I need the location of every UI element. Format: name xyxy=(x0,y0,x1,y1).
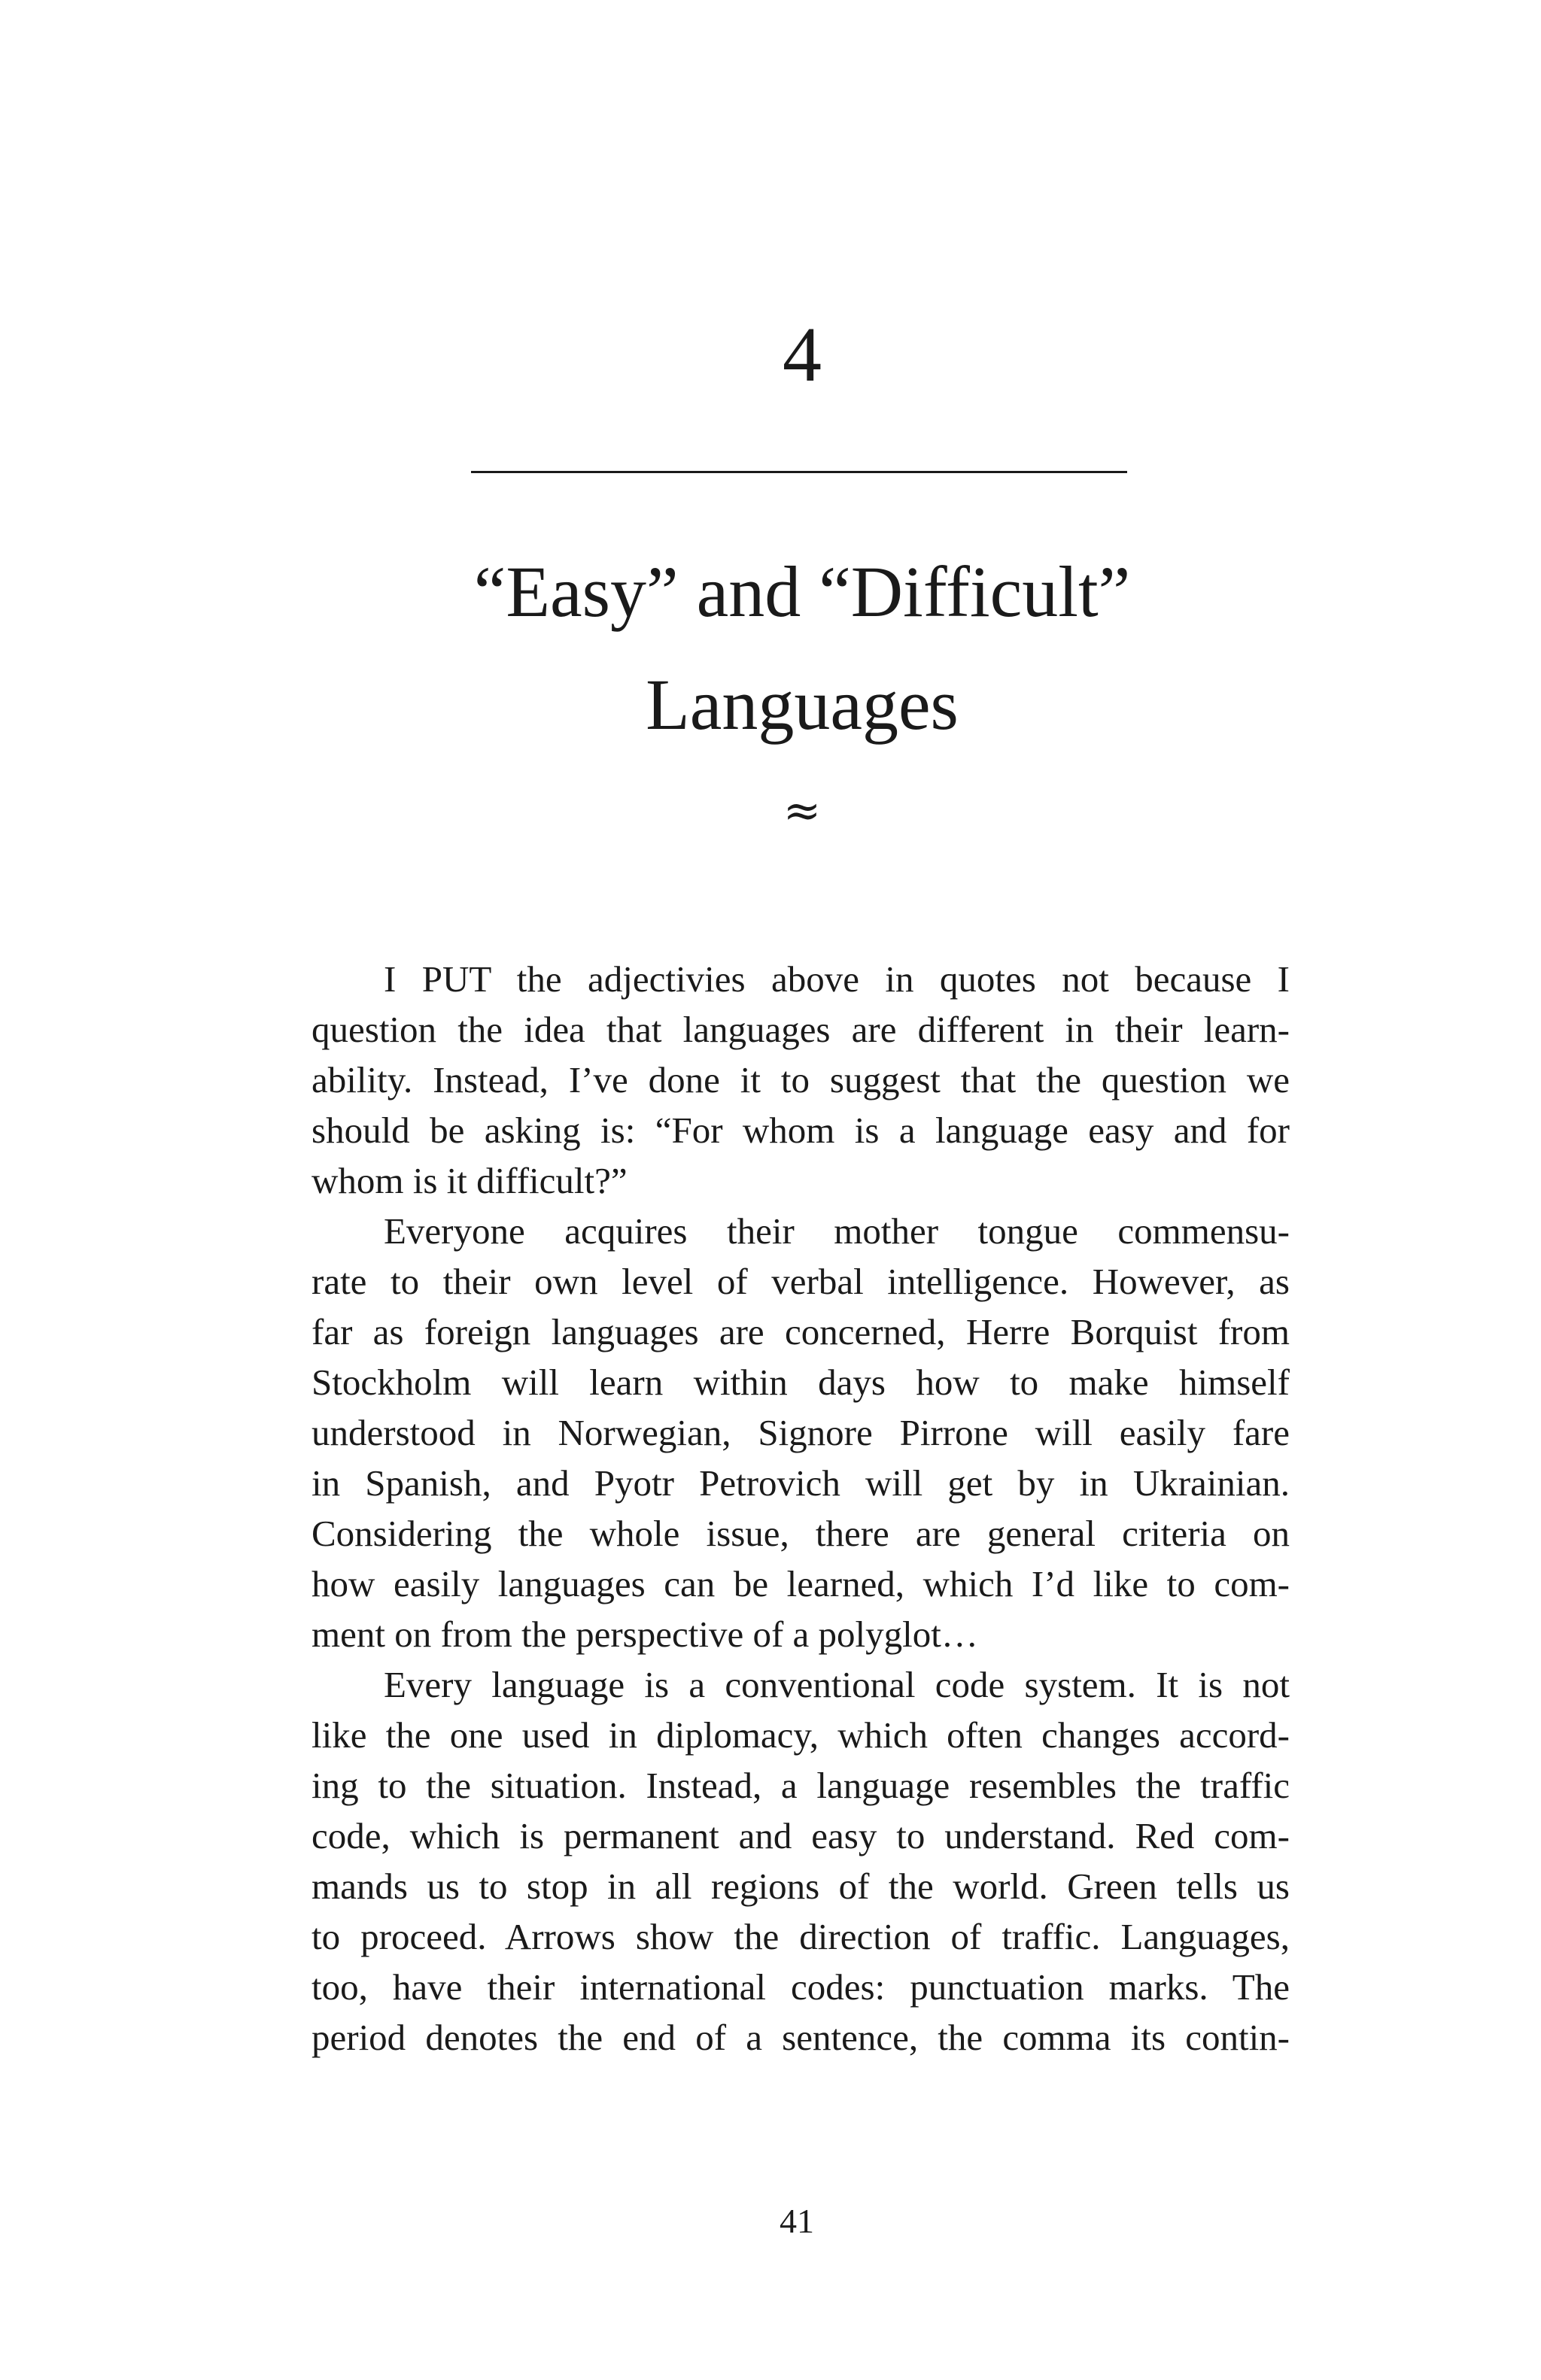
body-text xyxy=(312,954,1290,2063)
text-line: rate to their own level of verbal intelligence. However, as xyxy=(312,1261,1290,1302)
text-line: far as foreign languages are concerned, Herre Borquist from xyxy=(312,1311,1290,1352)
text-line: ability. Instead, I’ve done it to suggest that the question we xyxy=(312,1059,1290,1100)
text-line: code, which is permanent and easy to understand. Red com- xyxy=(312,1815,1290,1856)
text-line: I PUT the adjectivies above in quotes not because I xyxy=(384,958,1290,1000)
text-line: Stockholm will learn within days how to make himself xyxy=(312,1362,1290,1403)
text-line: Every language is a conventional code system. It is not xyxy=(384,1664,1290,1705)
text-line: period denotes the end of a sentence, the comma its contin- xyxy=(312,2017,1290,2058)
text-line: how easily languages can be learned, which I’d like to com- xyxy=(312,1563,1290,1604)
text-line: understood in Norwegian, Signore Pirrone will easily fare xyxy=(312,1412,1290,1453)
text-line: to proceed. Arrows show the direction of traffic. Languages, xyxy=(312,1916,1290,1957)
chapter-title-line-1: “Easy” and “Difficult” xyxy=(473,551,1131,632)
chapter-number: 4 xyxy=(783,311,822,398)
text-line: should be asking is: “For whom is a language easy and for xyxy=(312,1110,1290,1151)
text-line: too, have their international codes: punctuation marks. The xyxy=(312,1966,1290,2008)
chapter-title-line-2: Languages xyxy=(646,664,959,745)
text-line: Considering the whole issue, there are general criteria on xyxy=(312,1513,1290,1554)
page-number: 41 xyxy=(780,2202,814,2240)
section-ornament: ≈ xyxy=(783,785,822,837)
text-line: mands us to stop in all regions of the world. Green tells us xyxy=(312,1865,1290,1907)
text-line: ing to the situation. Instead, a language resembles the traffic xyxy=(312,1765,1290,1806)
text-line: in Spanish, and Pyotr Petrovich will get by in Ukrainian. xyxy=(312,1462,1290,1504)
text-line: ment on from the perspective of a polyglot… xyxy=(312,1613,978,1655)
text-line: whom is it difficult?” xyxy=(312,1160,628,1201)
text-line: Everyone acquires their mother tongue commensu- xyxy=(384,1210,1290,1252)
text-line: like the one used in diplomacy, which often changes accord- xyxy=(312,1714,1290,1756)
chapter-rule xyxy=(471,471,1127,473)
chapter-title xyxy=(421,536,1183,761)
text-line: question the idea that languages are different in their learn- xyxy=(312,1009,1290,1050)
